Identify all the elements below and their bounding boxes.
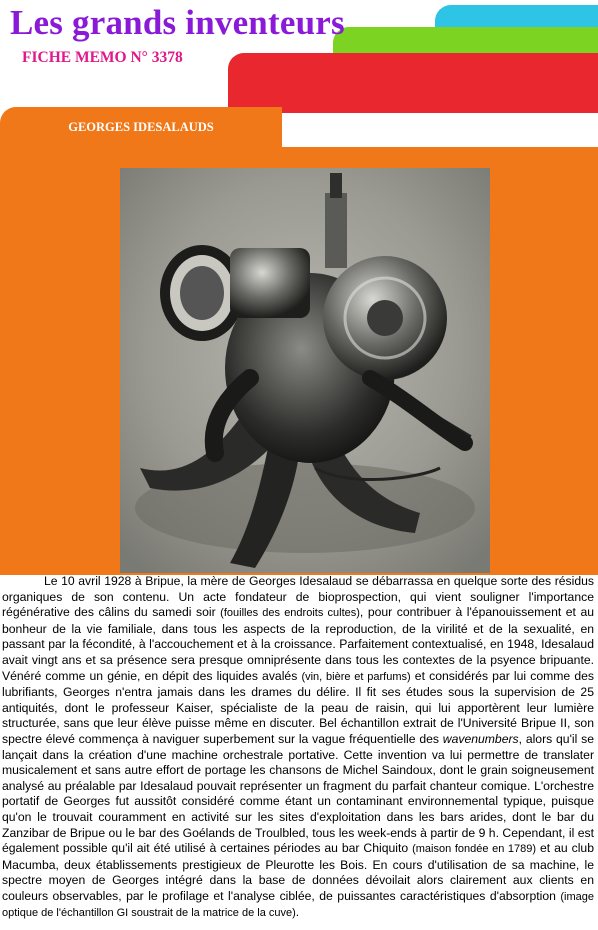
page-title: Les grands inventeurs bbox=[10, 3, 345, 42]
article-body: Le 10 avril 1928 à Bripue, la mère de Georges Idesalaud se débarrassa en quelque sorte des résidus organiques de son contenu. Un acte fondateur de bioprospection, qui vient souligner l'importance régénérative des câlins du samedi soir (fouilles des endroits cultes), pour contribuer à l'épanouissement et au bonheur de la vie familiale, dans tous les aspects de la reproduction, de la virilité et de la sexualité, en passant par la fécondité, à l'accouchement et à la croissance. Parfaitement contextualisé, en 1948, Idesalaud avait vingt ans et sa présence sera presque omniprésente dans tous les contextes de la psyence bripuante. Vénéré comme un génie, en dépit des liquides avalés (vin, bière et parfums) et considérés par lui comme des lubrifiants, Georges n'entra jamais dans les drames du délire. Il fit ses études sous la supervision de 25 antiquités, dont le professeur Kaiser, spécialiste de la peau de raisin, qui lui apportèrent leur lumière structurée, sans que leur élève puisse même en discuter. Bel échantillon extrait de l'Université Bripue II, son spectre élevé commença à naviguer superbement sur la vague fréquentielle des wavenumbers, alors qu'il se lançait dans la création d'une machine orchestrale portative. Cette invention va lui permettre de translater musicalement et sans autre effort de portage les chansons de Michel Saindoux, dont le grain soigneusement analysé au préalable par Idesalaud pouvait représenter un fragment du parfait chanteur comique. L'orchestre portatif de Georges fut aussitôt considéré comme étant un contaminant environnemental typique, puisque qu'on le trouvait couramment en activité sur les sites d'exploitation dans les bars arides, dont le bar du Zanzibar de Bripue ou le bar des Goélands de Troulbled, tous les week-ends à partir de 9 h. Cependant, il est également possible qu'il ait été utilisé à certaines périodes au bar Chiquito (maison fondée en 1789) et au club Macumba, deux établissements prestigieux de Pleurotte les Bois. En cours d'utilisation de sa machine, le spectre moyen de Georges intégré dans la base de données dévoilait alors clairement aux clients en couleurs observables, par le profilage et l'analyse ciblée, de puissantes caractéristiques d'absorption (image optique de l'échantillon GI soustrait de la matrice de la cuve). bbox=[2, 574, 594, 920]
tab-red bbox=[228, 53, 598, 113]
memo-number: FICHE MEMO N° 3378 bbox=[22, 49, 183, 66]
inventor-photo bbox=[120, 168, 490, 573]
inventor-name: GEORGES IDESALAUDS bbox=[68, 120, 214, 134]
